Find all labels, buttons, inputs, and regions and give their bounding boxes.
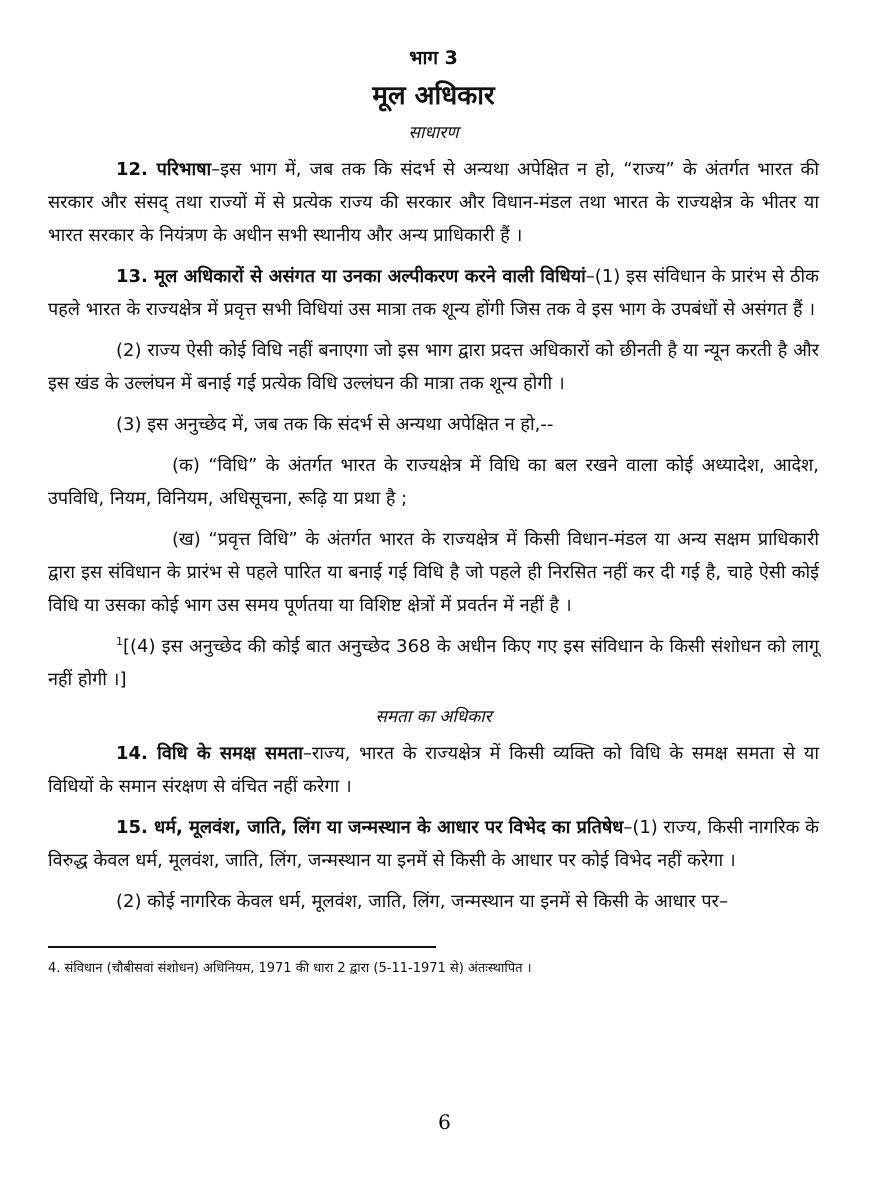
part-number: भाग 3 [409, 47, 458, 69]
article-13-clause-3a: (क) “विधि” के अंतर्गत भारत के राज्यक्षेत्र में विधि का बल रखने वाला कोई अध्यादेश, आदेश, उपविधि, नियम, विनियम, अधिसूचना, रूढ़ि या प्रथा है ; [48, 455, 819, 509]
article-14-heading: 14. विधि के समक्ष समता [116, 743, 303, 764]
article-15-heading: 15. धर्म, मूलवंश, जाति, लिंग या जन्मस्थान के आधार पर विभेद का प्रतिषेध [116, 817, 624, 838]
article-13-clause-4 [48, 630, 819, 696]
article-13-clause-3b: (ख) “प्रवृत्त विधि” के अंतर्गत भारत के राज्यक्षेत्र में किसी विधान-मंडल या अन्य सक्षम प्राधिकारी द्वारा इस संविधान के प्रारंभ से पहले पारित या बनाई गई विधि है जो पहले ही निरसित नहीं कर दी गई है, चाहे ऐसी कोई विधि या उसका कोई भाग उस समय पूर्णतया या विशिष्ट क्षेत्रों में प्रवर्तन में नहीं है । [48, 529, 819, 616]
article-12-text: –इस भाग में, जब तक कि संदर्भ से अन्यथा अपेक्षित न हो, “राज्य” के अंतर्गत भारत की सरकार और संसद् तथा राज्यों में से प्रत्येक राज्य की सरकार और विधान-मंडल तथा भारत के राज्यक्षेत्र के भीतर या भारत सरकार के नियंत्रण के अधीन सभी स्थानीय और अन्य प्राधिकारी हैं । [48, 159, 819, 246]
article-15-clause-1 [48, 811, 819, 877]
footnote-marker: 1 [116, 635, 123, 648]
article-13-clause-1-text: –(1) इस संविधान के प्रारंभ से ठीक पहले भारत के राज्यक्षेत्र में प्रवृत्त सभी विधियां उस मात्रा तक शून्य होंगी जिस तक वे इस भाग के उपबंधों से असंगत हैं । [48, 266, 819, 320]
article-13-clause-1 [48, 260, 819, 326]
article-13-clause-2: (2) राज्य ऐसी कोई विधि नहीं बनाएगा जो इस भाग द्वारा प्रदत्त अधिकारों को छीनती है या न्यून करती है और इस खंड के उल्लंघन में बनाई गई प्रत्येक विधि उल्लंघन की मात्रा तक शून्य होगी । [48, 340, 819, 394]
part-title: मूल अधिकार [372, 81, 495, 111]
article-14-text: –राज्य, भारत के राज्यक्षेत्र में किसी व्यक्ति को विधि के समक्ष समता से या विधियों के समान संरक्षण से वंचित नहीं करेगा । [48, 743, 819, 797]
article-13-clause-3: (3) इस अनुच्छेद में, जब तक कि संदर्भ से अन्यथा अपेक्षित न हो,-- [116, 414, 554, 435]
page-number: 6 [438, 1110, 451, 1134]
article-12-heading: 12. परिभाषा [116, 159, 212, 180]
article-12 [48, 153, 819, 252]
article-13-clause-4-text: [(4) इस अनुच्छेद की कोई बात अनुच्छेद 368 के अधीन किए गए इस संविधान के किसी संशोधन को लागू नहीं होगी ।] [48, 636, 819, 690]
footnote: 4. संविधान (चौबीसवां संशोधन) अधिनियम, 1971 की धारा 2 द्वारा (5-11-1971 से) अंतःस्थापित । [48, 961, 532, 976]
footnote-divider [48, 946, 436, 948]
article-15-clause-2: (2) कोई नागरिक केवल धर्म, मूलवंश, जाति, लिंग, जन्मस्थान या इनमें से किसी के आधार पर– [116, 891, 728, 912]
article-14 [48, 737, 819, 803]
subheading-equality: समता का अधिकार [375, 707, 492, 727]
article-15-clause-1-text: –(1) राज्य, किसी नागरिक के विरुद्ध केवल धर्म, मूलवंश, जाति, लिंग, जन्मस्थान या इनमें से किसी के आधार पर कोई विभेद नहीं करेगा । [48, 817, 819, 871]
subheading-general: साधारण [408, 123, 459, 143]
article-13-heading: 13. मूल अधिकारों से असंगत या उनका अल्पीकरण करने वाली विधियां [116, 266, 586, 287]
